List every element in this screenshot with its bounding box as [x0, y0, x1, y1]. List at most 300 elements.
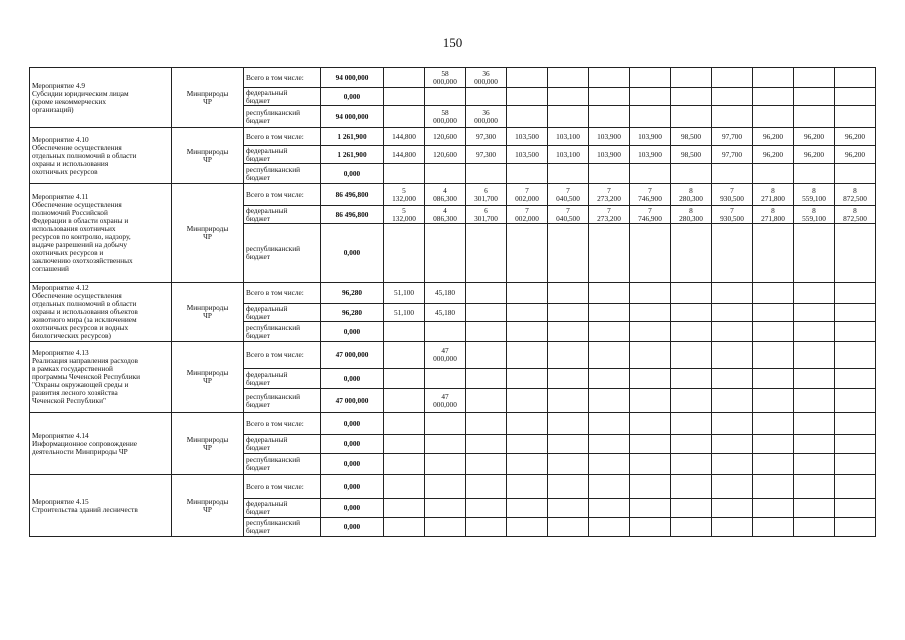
year-amount [712, 68, 753, 88]
year-amount [671, 499, 712, 518]
total-amount: 47 000,000 [321, 342, 384, 369]
year-amount [384, 499, 425, 518]
event-name: Мероприятие 4.12 Обеспечение осуществления отдельных полномочий в области охраны и использования объектов животного мира (за исключением охотничьих ресурсов и водных биологических ресурсов) [30, 283, 172, 342]
year-amount [425, 88, 466, 106]
year-amount [466, 499, 507, 518]
total-amount: 86 496,800 [321, 184, 384, 206]
year-amount [835, 68, 876, 88]
funding-source: федеральный бюджет [244, 304, 321, 322]
year-amount [630, 88, 671, 106]
funding-source: Всего в том числе: [244, 283, 321, 304]
year-amount [589, 106, 630, 128]
year-amount [671, 475, 712, 499]
year-amount [712, 106, 753, 128]
year-amount [753, 164, 794, 184]
year-amount: 103,900 [630, 146, 671, 164]
year-amount [466, 475, 507, 499]
year-amount: 7 746,900 [630, 206, 671, 224]
year-amount [466, 518, 507, 537]
year-amount [753, 106, 794, 128]
year-amount [794, 106, 835, 128]
total-amount: 0,000 [321, 435, 384, 454]
year-amount: 120,600 [425, 146, 466, 164]
year-amount [630, 342, 671, 369]
total-amount: 1 261,900 [321, 128, 384, 146]
year-amount [671, 413, 712, 435]
year-amount: 5 132,000 [384, 206, 425, 224]
table-row [30, 128, 876, 146]
year-amount [712, 475, 753, 499]
funding-source: республиканский бюджет [244, 389, 321, 413]
budget-table-body [30, 68, 876, 537]
year-amount [753, 283, 794, 304]
year-amount [548, 475, 589, 499]
year-amount [589, 68, 630, 88]
year-amount [630, 224, 671, 283]
year-amount [835, 106, 876, 128]
year-amount [548, 435, 589, 454]
year-amount: 7 002,000 [507, 184, 548, 206]
year-amount [548, 88, 589, 106]
event-executor: Минприроды ЧР [172, 128, 244, 184]
year-amount [466, 413, 507, 435]
year-amount [712, 304, 753, 322]
year-amount [589, 435, 630, 454]
year-amount [712, 499, 753, 518]
year-amount [794, 68, 835, 88]
year-amount [507, 106, 548, 128]
funding-source: Всего в том числе: [244, 475, 321, 499]
year-amount [630, 304, 671, 322]
year-amount: 98,500 [671, 146, 712, 164]
year-amount: 7 273,200 [589, 206, 630, 224]
year-amount [753, 475, 794, 499]
year-amount [794, 224, 835, 283]
funding-source: Всего в том числе: [244, 68, 321, 88]
year-amount [548, 499, 589, 518]
year-amount [548, 342, 589, 369]
year-amount [425, 164, 466, 184]
year-amount [671, 389, 712, 413]
year-amount: 96,200 [794, 146, 835, 164]
year-amount: 7 040,500 [548, 184, 589, 206]
year-amount: 36 000,000 [466, 106, 507, 128]
year-amount [835, 454, 876, 475]
year-amount [425, 413, 466, 435]
funding-source: федеральный бюджет [244, 499, 321, 518]
year-amount: 103,900 [589, 128, 630, 146]
year-amount: 103,900 [630, 128, 671, 146]
year-amount [794, 475, 835, 499]
total-amount: 47 000,000 [321, 389, 384, 413]
year-amount [753, 304, 794, 322]
year-amount [794, 322, 835, 342]
year-amount [630, 283, 671, 304]
year-amount [630, 518, 671, 537]
year-amount [589, 88, 630, 106]
funding-source: федеральный бюджет [244, 435, 321, 454]
year-amount [507, 435, 548, 454]
total-amount: 0,000 [321, 164, 384, 184]
year-amount [753, 454, 794, 475]
funding-source: Всего в том числе: [244, 184, 321, 206]
year-amount [507, 499, 548, 518]
year-amount [712, 389, 753, 413]
year-amount: 4 086,300 [425, 206, 466, 224]
total-amount: 0,000 [321, 475, 384, 499]
year-amount [835, 499, 876, 518]
year-amount: 5 132,000 [384, 184, 425, 206]
year-amount: 45,180 [425, 304, 466, 322]
year-amount [384, 106, 425, 128]
total-amount: 94 000,000 [321, 106, 384, 128]
year-amount: 36 000,000 [466, 68, 507, 88]
year-amount [630, 389, 671, 413]
table-row [30, 342, 876, 369]
year-amount [835, 88, 876, 106]
year-amount [794, 164, 835, 184]
funding-source: Всего в том числе: [244, 342, 321, 369]
year-amount [835, 475, 876, 499]
year-amount [425, 518, 466, 537]
year-amount [548, 304, 589, 322]
year-amount [671, 68, 712, 88]
year-amount [548, 283, 589, 304]
year-amount [384, 518, 425, 537]
year-amount: 98,500 [671, 128, 712, 146]
year-amount [548, 224, 589, 283]
year-amount: 120,600 [425, 128, 466, 146]
funding-source: федеральный бюджет [244, 369, 321, 389]
year-amount [548, 389, 589, 413]
year-amount [425, 224, 466, 283]
event-name: Мероприятие 4.9 Субсидии юридическим лицам (кроме некоммерческих организаций) [30, 68, 172, 128]
year-amount [630, 369, 671, 389]
year-amount [384, 454, 425, 475]
year-amount [753, 369, 794, 389]
total-amount: 86 496,800 [321, 206, 384, 224]
year-amount [507, 283, 548, 304]
year-amount [630, 413, 671, 435]
year-amount [835, 518, 876, 537]
year-amount [466, 454, 507, 475]
year-amount [589, 413, 630, 435]
year-amount: 7 273,200 [589, 184, 630, 206]
year-amount: 8 559,100 [794, 206, 835, 224]
year-amount [548, 164, 589, 184]
year-amount: 96,200 [753, 128, 794, 146]
year-amount: 96,200 [835, 128, 876, 146]
year-amount [507, 224, 548, 283]
year-amount: 7 746,900 [630, 184, 671, 206]
year-amount [589, 322, 630, 342]
year-amount [384, 435, 425, 454]
year-amount [671, 224, 712, 283]
year-amount [589, 475, 630, 499]
year-amount [835, 164, 876, 184]
year-amount [794, 413, 835, 435]
year-amount [794, 499, 835, 518]
year-amount [794, 389, 835, 413]
year-amount [753, 342, 794, 369]
event-name: Мероприятие 4.10 Обеспечение осуществления отдельных полномочий в области охраны и использования охотничьих ресурсов [30, 128, 172, 184]
year-amount [425, 322, 466, 342]
year-amount [507, 413, 548, 435]
year-amount [589, 369, 630, 389]
total-amount: 96,280 [321, 283, 384, 304]
year-amount [835, 342, 876, 369]
year-amount [794, 369, 835, 389]
year-amount: 96,200 [753, 146, 794, 164]
year-amount [589, 518, 630, 537]
year-amount: 103,500 [507, 128, 548, 146]
year-amount [507, 518, 548, 537]
year-amount [507, 304, 548, 322]
year-amount [384, 224, 425, 283]
year-amount [835, 224, 876, 283]
year-amount: 96,200 [794, 128, 835, 146]
year-amount: 6 301,700 [466, 206, 507, 224]
year-amount [794, 283, 835, 304]
funding-source: республиканский бюджет [244, 164, 321, 184]
year-amount: 47 000,000 [425, 389, 466, 413]
event-executor: Минприроды ЧР [172, 283, 244, 342]
year-amount [671, 342, 712, 369]
event-executor: Минприроды ЧР [172, 413, 244, 475]
year-amount [466, 164, 507, 184]
year-amount [589, 499, 630, 518]
year-amount [671, 369, 712, 389]
year-amount [753, 389, 794, 413]
year-amount: 6 301,700 [466, 184, 507, 206]
event-name: Мероприятие 4.14 Информационное сопровождение деятельности Минприроды ЧР [30, 413, 172, 475]
year-amount [794, 518, 835, 537]
year-amount [671, 454, 712, 475]
year-amount: 8 280,300 [671, 184, 712, 206]
year-amount [548, 322, 589, 342]
year-amount [589, 389, 630, 413]
year-amount [630, 454, 671, 475]
year-amount [466, 283, 507, 304]
year-amount [589, 342, 630, 369]
year-amount [384, 342, 425, 369]
year-amount [753, 88, 794, 106]
year-amount: 51,100 [384, 283, 425, 304]
event-name: Мероприятие 4.15 Строительства зданий лесничеств [30, 475, 172, 537]
year-amount [425, 369, 466, 389]
year-amount [384, 413, 425, 435]
year-amount: 8 872,500 [835, 206, 876, 224]
year-amount [671, 106, 712, 128]
year-amount: 7 930,500 [712, 206, 753, 224]
year-amount [835, 322, 876, 342]
year-amount [671, 164, 712, 184]
year-amount [671, 304, 712, 322]
year-amount [794, 304, 835, 322]
year-amount [671, 322, 712, 342]
year-amount [466, 224, 507, 283]
year-amount [384, 68, 425, 88]
event-name: Мероприятие 4.11 Обеспечение осуществления полномочий Российской Федерации в области охраны и использования охотничьих ресурсов по контролю, надзору, выдаче разрешений на добычу охотничьих ресурсов и заключению охотхозяйственных соглашений [30, 184, 172, 283]
funding-source: Всего в том числе: [244, 128, 321, 146]
year-amount [466, 88, 507, 106]
year-amount [589, 304, 630, 322]
year-amount [507, 342, 548, 369]
funding-source: республиканский бюджет [244, 454, 321, 475]
year-amount: 97,700 [712, 128, 753, 146]
year-amount [425, 499, 466, 518]
year-amount [794, 454, 835, 475]
table-row [30, 475, 876, 499]
year-amount [712, 435, 753, 454]
year-amount: 51,100 [384, 304, 425, 322]
year-amount [835, 369, 876, 389]
year-amount [794, 342, 835, 369]
year-amount [589, 164, 630, 184]
year-amount [507, 389, 548, 413]
year-amount [507, 322, 548, 342]
year-amount: 97,300 [466, 128, 507, 146]
year-amount [425, 435, 466, 454]
year-amount: 8 271,800 [753, 184, 794, 206]
year-amount [384, 164, 425, 184]
total-amount: 96,280 [321, 304, 384, 322]
year-amount [712, 342, 753, 369]
year-amount: 7 930,500 [712, 184, 753, 206]
year-amount: 7 002,000 [507, 206, 548, 224]
total-amount: 0,000 [321, 322, 384, 342]
year-amount [507, 369, 548, 389]
table-row [30, 283, 876, 304]
year-amount [753, 518, 794, 537]
year-amount: 96,200 [835, 146, 876, 164]
year-amount: 47 000,000 [425, 342, 466, 369]
total-amount: 0,000 [321, 413, 384, 435]
year-amount [507, 88, 548, 106]
total-amount: 1 261,900 [321, 146, 384, 164]
year-amount [466, 304, 507, 322]
year-amount: 144,800 [384, 146, 425, 164]
year-amount [548, 413, 589, 435]
year-amount [671, 283, 712, 304]
budget-table [29, 67, 876, 537]
year-amount [712, 369, 753, 389]
year-amount: 97,300 [466, 146, 507, 164]
year-amount [384, 88, 425, 106]
total-amount: 0,000 [321, 518, 384, 537]
year-amount: 7 040,500 [548, 206, 589, 224]
year-amount: 8 271,800 [753, 206, 794, 224]
year-amount [835, 413, 876, 435]
year-amount [712, 88, 753, 106]
year-amount [835, 283, 876, 304]
year-amount [384, 322, 425, 342]
table-row [30, 413, 876, 435]
year-amount: 58 000,000 [425, 106, 466, 128]
year-amount [425, 454, 466, 475]
year-amount [466, 342, 507, 369]
event-executor: Минприроды ЧР [172, 184, 244, 283]
year-amount [712, 454, 753, 475]
total-amount: 0,000 [321, 499, 384, 518]
year-amount: 8 872,500 [835, 184, 876, 206]
year-amount [794, 435, 835, 454]
year-amount: 97,700 [712, 146, 753, 164]
year-amount [712, 224, 753, 283]
year-amount [835, 389, 876, 413]
year-amount [753, 499, 794, 518]
year-amount: 4 086,300 [425, 184, 466, 206]
year-amount [548, 106, 589, 128]
year-amount [425, 475, 466, 499]
table-row [30, 68, 876, 88]
year-amount [671, 88, 712, 106]
funding-source: республиканский бюджет [244, 518, 321, 537]
year-amount [507, 475, 548, 499]
year-amount: 45,180 [425, 283, 466, 304]
year-amount: 103,900 [589, 146, 630, 164]
total-amount: 0,000 [321, 88, 384, 106]
year-amount [753, 68, 794, 88]
year-amount [630, 435, 671, 454]
year-amount [384, 389, 425, 413]
year-amount [548, 369, 589, 389]
year-amount [630, 499, 671, 518]
year-amount [466, 322, 507, 342]
event-executor: Минприроды ЧР [172, 342, 244, 413]
event-executor: Минприроды ЧР [172, 68, 244, 128]
year-amount: 103,100 [548, 128, 589, 146]
funding-source: федеральный бюджет [244, 88, 321, 106]
funding-source: республиканский бюджет [244, 322, 321, 342]
year-amount [507, 68, 548, 88]
year-amount [712, 518, 753, 537]
total-amount: 0,000 [321, 454, 384, 475]
year-amount: 58 000,000 [425, 68, 466, 88]
year-amount [630, 106, 671, 128]
year-amount [466, 389, 507, 413]
year-amount [712, 283, 753, 304]
year-amount [589, 454, 630, 475]
year-amount [630, 322, 671, 342]
year-amount [589, 224, 630, 283]
funding-source: республиканский бюджет [244, 224, 321, 283]
funding-source: Всего в том числе: [244, 413, 321, 435]
year-amount: 8 280,300 [671, 206, 712, 224]
total-amount: 0,000 [321, 369, 384, 389]
year-amount [712, 164, 753, 184]
year-amount [835, 304, 876, 322]
funding-source: республиканский бюджет [244, 106, 321, 128]
year-amount [630, 475, 671, 499]
year-amount [466, 435, 507, 454]
event-executor: Минприроды ЧР [172, 475, 244, 537]
year-amount [507, 454, 548, 475]
funding-source: федеральный бюджет [244, 206, 321, 224]
event-name: Мероприятие 4.13 Реализация направления расходов в рамках государственной программы Чеченской Республики "Охраны окружающей среды и развития лесного хозяйства Чеченской Республики" [30, 342, 172, 413]
funding-source: федеральный бюджет [244, 146, 321, 164]
year-amount [466, 369, 507, 389]
total-amount: 0,000 [321, 224, 384, 283]
year-amount [671, 518, 712, 537]
year-amount [712, 413, 753, 435]
year-amount [548, 68, 589, 88]
year-amount [753, 435, 794, 454]
year-amount [671, 435, 712, 454]
year-amount [753, 322, 794, 342]
year-amount [507, 164, 548, 184]
year-amount [712, 322, 753, 342]
